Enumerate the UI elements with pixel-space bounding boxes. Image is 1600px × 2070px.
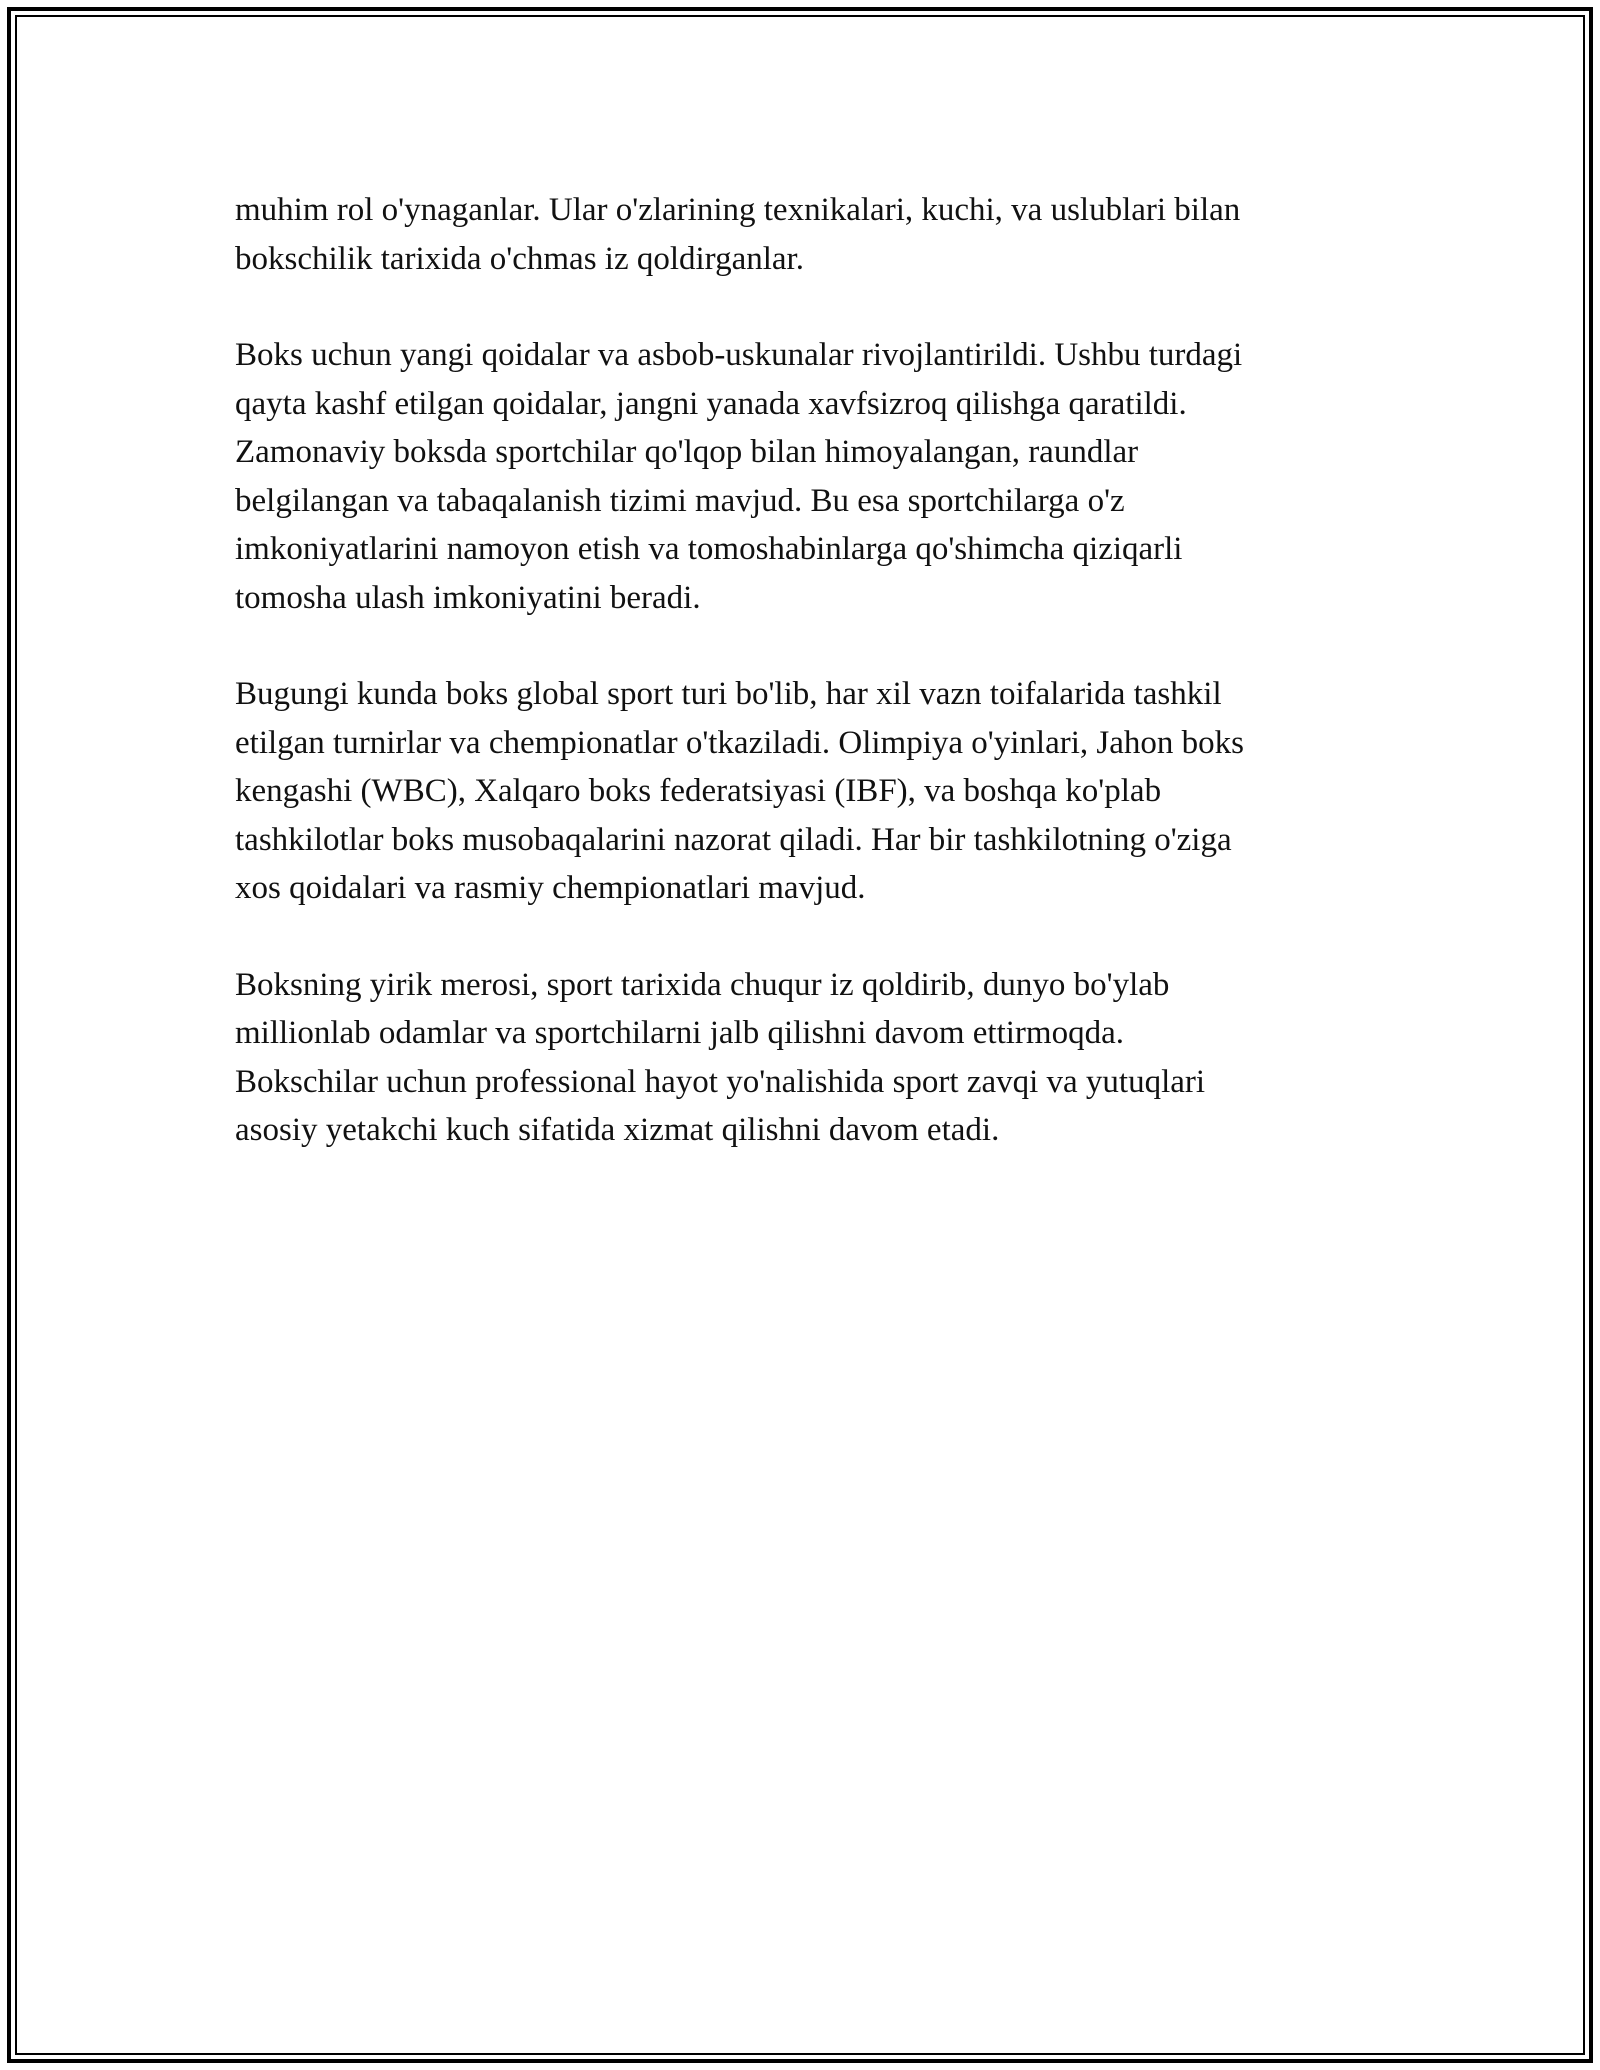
paragraph-2: Boks uchun yangi qoidalar va asbob-uskunalar rivojlantirildi. Ushbu turdagi qayta kashf etilgan qoidalar, jangni yanada xavfsizroq qilishga qaratildi. Zamonaviy boksda sportchilar qo'lqop bilan himoyalangan, raundlar belgilangan va tabaqalanish tizimi mavjud. Bu esa sportchilarga o'z imkoniyatlarini namoyon etish va tomoshabinlarga qo'shimcha qiziqarli tomosha ulash imkoniyatini beradi. [235,337,1243,616]
paragraph-3: Bugungi kunda boks global sport turi bo'lib, har xil vazn toifalarida tashkil etilgan turnirlar va chempionatlar o'tkaziladi. Olimpiya o'yinlari, Jahon boks kengashi (WBC), Xalqaro boks federatsiyasi (IBF), va boshqa ko'plab tashkilotlar boks musobaqalarini nazorat qiladi. Har bir tashkilotning o'ziga xos qoidalari va rasmiy chempionatlari mavjud. [235,676,1244,906]
paragraph-1: muhim rol o'ynaganlar. Ular o'zlarining texnikalari, kuchi, va uslublari bilan bokschilik tarixida o'chmas iz qoldirganlar. [235,192,1241,277]
paragraph-4: Boksning yirik merosi, sport tarixida chuqur iz qoldirib, dunyo bo'ylab millionlab odamlar va sportchilarni jalb qilishni davom ettirmoqda. Bokschilar uchun professional hayot yo'nalishida sport zavqi va yutuqlari asosiy yetakchi kuch sifatida xizmat qilishni davom etadi. [235,966,1206,1148]
document-body [235,186,1365,1203]
